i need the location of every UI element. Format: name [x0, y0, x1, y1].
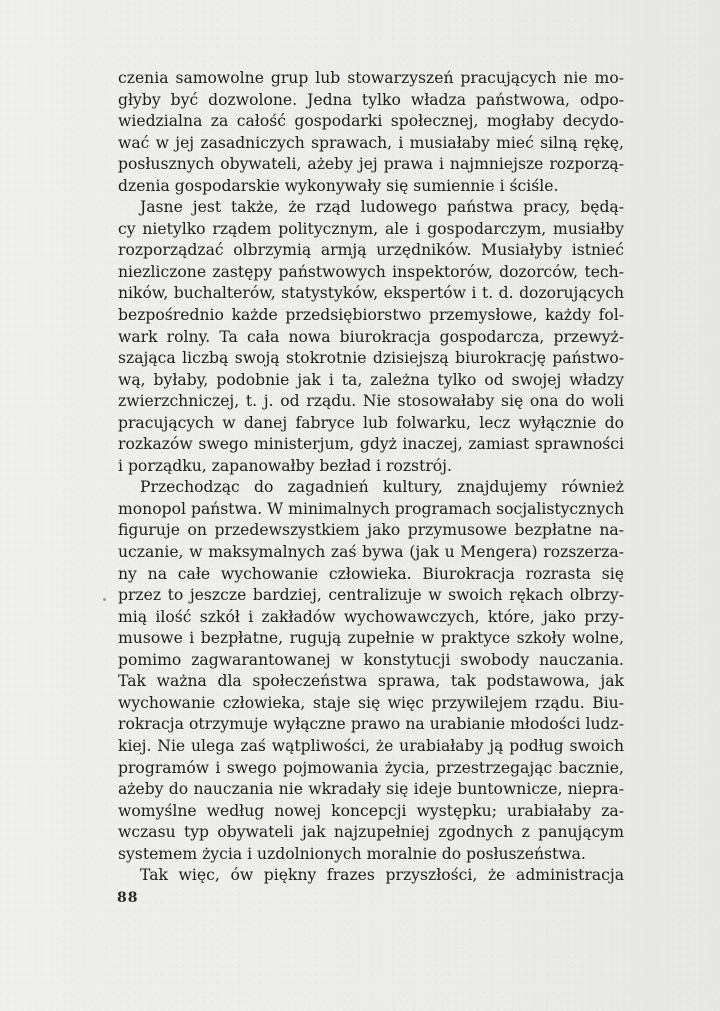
text-line: uczanie, w maksymalnych zaś bywa (jak u Mengera) rozszerza- — [118, 543, 624, 562]
text-line: womyślne według nowej koncepcji występku; urabiałaby za- — [118, 801, 624, 820]
text-line: posłusznych obywateli, ażeby jej prawa i najmniejsze rozporzą- — [118, 155, 624, 174]
text-line: czenia samowolne grup lub stowarzyszeń pracujących nie mo- — [118, 69, 624, 87]
text-line: Przechodząc do zagadnień kultury, znajdujemy również — [140, 478, 624, 497]
paragraph — [118, 68, 624, 197]
text-line: Tak ważna dla społeczeństwa sprawa, tak podstawowa, jak — [118, 672, 624, 691]
text-line: systemem życia i uzdolnionych moralnie do posłuszeństwa. — [118, 844, 586, 863]
text-line: mią ilość szkół i zakładów wychowawczych, które, jako przy- — [118, 607, 624, 626]
paragraph — [118, 477, 624, 865]
text-line: wiedzialna za całość gospodarki społecznej, mogłaby decydo- — [118, 112, 624, 131]
text-line: pracujących w danej fabryce lub folwarku, lecz wyłącznie do — [118, 413, 624, 432]
text-line: szająca liczbą swoją stokrotnie dzisiejszą biurokrację państwo- — [118, 349, 624, 368]
text-line: wać w jej zasadniczych sprawach, i musiałaby mieć silną rękę, — [118, 133, 624, 152]
text-line: przez to jeszcze bardziej, centralizuje w swoich rękach olbrzy- — [118, 586, 624, 605]
text-line: zwierzchniczej, t. j. od rządu. Nie stosowałaby się ona do woli — [118, 392, 624, 411]
text-line: dzenia gospodarskie wykonywały się sumiennie i ściśle. — [118, 176, 559, 195]
body-text — [118, 68, 624, 887]
text-line: wark rolny. Ta cała nowa biurokracja gospodarcza, przewyż- — [118, 327, 624, 346]
text-line: monopol państwa. W minimalnych programach socjalistycznych — [118, 499, 624, 518]
text-line: Tak więc, ów piękny frazes przyszłości, że administracja — [140, 866, 624, 885]
page-number: 88 — [117, 890, 139, 906]
text-line: programów i swego pojmowania życia, przestrzegając bacznie, — [118, 758, 624, 777]
text-line: rozporządzać olbrzymią armją urzędników. Musiałyby istnieć — [118, 241, 624, 260]
text-line: wą, byłaby, podobnie jak i ta, zależna tylko od swojej władzy — [118, 370, 624, 389]
text-line: wczasu typ obywateli jak najzupełniej zgodnych z panującym — [118, 823, 624, 842]
text-line: pomimo zagwarantowanej w konstytucji swobody nauczania. — [118, 650, 624, 669]
text-line: bezpośrednio każde przedsiębiorstwo przemysłowe, każdy fol- — [118, 306, 624, 325]
paragraph — [118, 197, 624, 477]
text-line: ników, buchalterów, statystyków, ekspertów i t. d. dozorujących — [118, 284, 624, 303]
text-line: ny na całe wychowanie człowieka. Biurokracja rozrasta się — [118, 564, 624, 583]
text-line: głyby być dozwolone. Jedna tylko władza państwowa, odpo- — [118, 90, 624, 109]
paragraph — [118, 865, 624, 887]
text-line: figuruje on przedewszystkiem jako przymusowe bezpłatne na- — [118, 521, 624, 540]
text-line: rozkazów swego ministerjum, gdyż inaczej, zamiast sprawności — [118, 435, 624, 454]
text-line: i porządku, zapanowałby bezład i rozstrój. — [118, 456, 452, 475]
text-line: rokracja otrzymuje wyłączne prawo na urabianie młodości ludz- — [118, 715, 624, 734]
text-line: ażeby do nauczania nie wkradały się ideje buntownicze, niepra- — [118, 780, 624, 799]
text-line: cy nietylko rządem politycznym, ale i gospodarczym, musiałby — [118, 219, 624, 238]
text-line: musowe i bezpłatne, rugują zupełnie w praktyce szkoły wolne, — [118, 629, 624, 648]
text-line: kiej. Nie ulega zaś wątpliwości, że urabiałaby ją podług swoich — [118, 736, 624, 755]
text-line: wychowanie człowieka, staje się więc przywilejem rządu. Biu- — [118, 693, 624, 712]
text-line: niezliczone zastępy państwowych inspektorów, dozorców, tech- — [118, 262, 624, 281]
text-line: Jasne jest także, że rząd ludowego państwa pracy, będą- — [140, 198, 624, 217]
paper-speck — [103, 598, 106, 601]
